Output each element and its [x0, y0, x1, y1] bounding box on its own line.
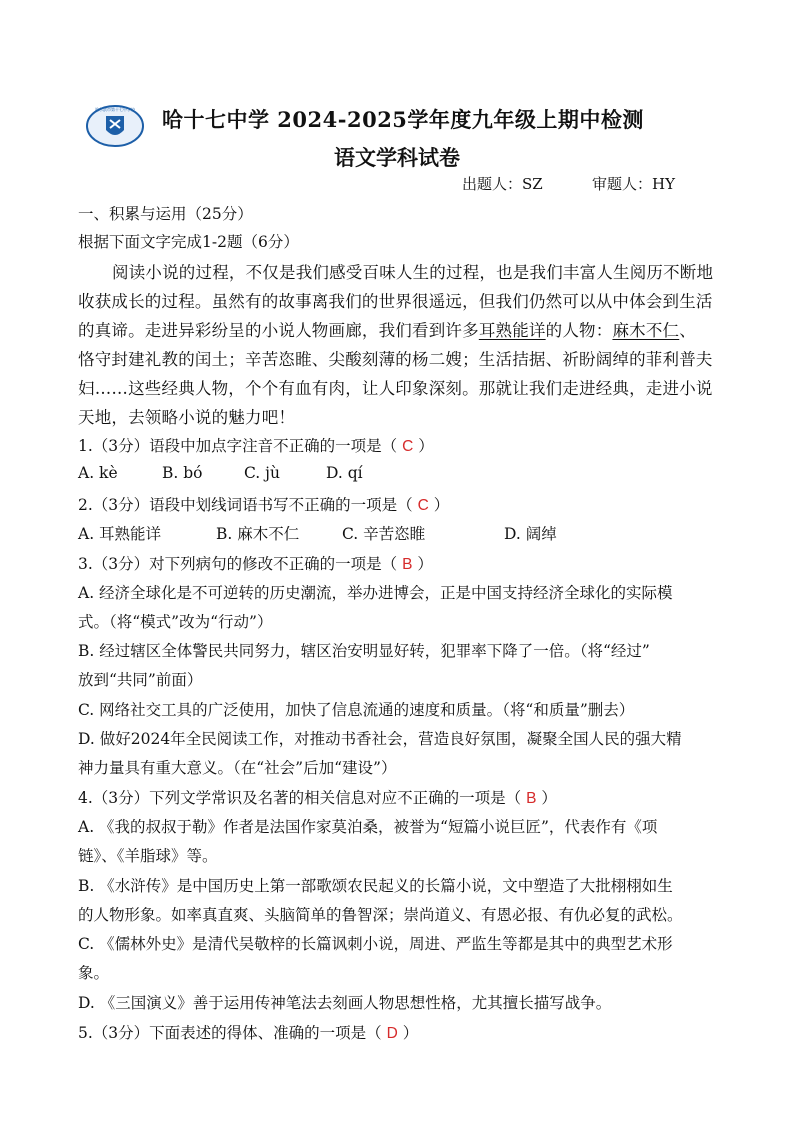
bracket-close: ） [418, 437, 434, 455]
q4-option-b-line2: 的人物形象。如率真直爽、头脑简单的鲁智深；崇尚道义、有恩必报、有仇必复的武松。 [78, 906, 683, 924]
option-b: B. bó [162, 464, 203, 482]
bracket-close: ） [402, 1024, 419, 1042]
logo-text: 哈尔滨市第十七中学校 [95, 107, 135, 112]
question-3 [78, 552, 433, 574]
exam-title: 哈十七中学 2024-2025学年度九年级上期中检测 [162, 107, 644, 132]
underlined-word-1: 耳熟能详 [478, 321, 546, 340]
question-stem: 5.（3分）下面表述的得体、准确的一项是（ [78, 1024, 382, 1042]
passage-line-4: 恪守封建礼教的闰土；辛苦恣睢、尖酸刻薄的杨二嫂；生活拮据、祈盼阔绰的菲利普夫 [78, 350, 713, 369]
bracket-close: ） [541, 789, 557, 807]
question-stem: 4.（3分）下列文学常识及名著的相关信息对应不正确的一项是（ [78, 789, 522, 807]
option-d: D. 阔绰 [504, 525, 557, 543]
passage-line-1: 阅读小说的过程，不仅是我们感受百味人生的过程，也是我们丰富人生阅历不断地 [112, 263, 714, 282]
answer-mark: C [417, 497, 429, 514]
option-a: A. kè [78, 464, 118, 482]
answer-mark: C [402, 438, 414, 455]
q3-option-b-line1: B. 经过辖区全体警民共同努力，辖区治安明显好转，犯罪率下降了一倍。（将“经过” [78, 642, 650, 660]
q3-option-d-line1: D. 做好2024年全民阅读工作，对推动书香社会，营造良好氛围，凝聚全国人民的强大精 [78, 730, 682, 748]
option-b: B. 麻木不仁 [216, 525, 300, 543]
question-stem: 1.（3分）语段中加点字注音不正确的一项是（ [78, 437, 398, 455]
passage-text: 的真谛。走进异彩纷呈的小说人物画廊，我们看到许多 [78, 321, 479, 340]
q4-option-d: D. 《三国演义》善于运用传神笔法去刻画人物思想性格，尤其擅长描写战争。 [78, 994, 612, 1012]
question-stem: 3.（3分）对下列病句的修改不正确的一项是（ [78, 555, 398, 573]
option-d: D. qí [326, 464, 363, 482]
question-5 [78, 1021, 418, 1043]
q4-option-a-line2: 链》、《羊脂球》等。 [78, 847, 218, 865]
option-a: A. 耳熟能详 [78, 525, 162, 543]
section-heading: 一、积累与运用（25分） [78, 205, 253, 223]
option-c: C. 辛苦恣睢 [342, 525, 426, 543]
answer-mark: B [526, 790, 537, 807]
question-2-options [78, 522, 557, 544]
q4-option-a-line1: A. 《我的叔叔于勒》作者是法国作家莫泊桑，被誉为“短篇小说巨匠”，代表作有《项 [78, 818, 658, 836]
option-c: C. jù [244, 464, 280, 482]
section-intro: 根据下面文字完成1-2题（6分） [78, 233, 299, 251]
question-stem: 2.（3分）语段中划线词语书写不正确的一项是（ [78, 496, 413, 514]
setter-label: 出题人：SZ [462, 175, 543, 193]
q4-option-b-line1: B. 《水浒传》是中国历史上第一部歌颂农民起义的长篇小说，文中塑造了大批栩栩如生 [78, 877, 673, 895]
question-1 [78, 434, 434, 456]
underlined-word-2: 麻木不仁 [612, 321, 680, 340]
question-1-options [78, 464, 363, 482]
answer-mark: B [402, 556, 413, 573]
q3-option-a-line2: 式。（将“模式”改为“行动”） [78, 613, 273, 631]
q3-option-d-line2: 神力量具有重大意义。（在“社会”后加“建设”） [78, 759, 397, 777]
q4-option-c-line1: C. 《儒林外史》是清代吴敬梓的长篇讽刺小说，周进、严监生等都是其中的典型艺术形 [78, 935, 673, 953]
q4-option-c-line2: 象。 [78, 964, 110, 982]
q3-option-a-line1: A. 经济全球化是不可逆转的历史潮流，举办进博会，正是中国支持经济全球化的实际模 [78, 584, 673, 602]
question-4 [78, 786, 557, 808]
exam-subtitle: 语文学科试卷 [334, 145, 460, 170]
question-2 [78, 493, 449, 515]
bracket-close: ） [417, 555, 433, 573]
passage-line-5: 妇……这些经典人物，个个有血有肉，让人印象深刻。那就让我们走进经典，走进小说 [78, 379, 713, 398]
passage-text: 、 [679, 321, 696, 340]
q3-option-c: C. 网络社交工具的广泛使用，加快了信息流通的速度和质量。（将“和质量”删去） [78, 701, 635, 719]
reviewer-label: 审题人：HY [592, 175, 675, 193]
bracket-close: ） [433, 496, 450, 514]
answer-mark: D [386, 1025, 398, 1042]
q3-option-b-line2: 放到“共同”前面） [78, 671, 203, 689]
passage-line-3 [78, 317, 696, 341]
passage-text: 的人物： [545, 321, 613, 340]
passage-line-2: 收获成长的过程。虽然有的故事离我们的世界很遥远，但我们仍然可以从中体会到生活 [78, 292, 713, 311]
passage-line-6: 天地，去领略小说的魅力吧！ [78, 408, 296, 427]
